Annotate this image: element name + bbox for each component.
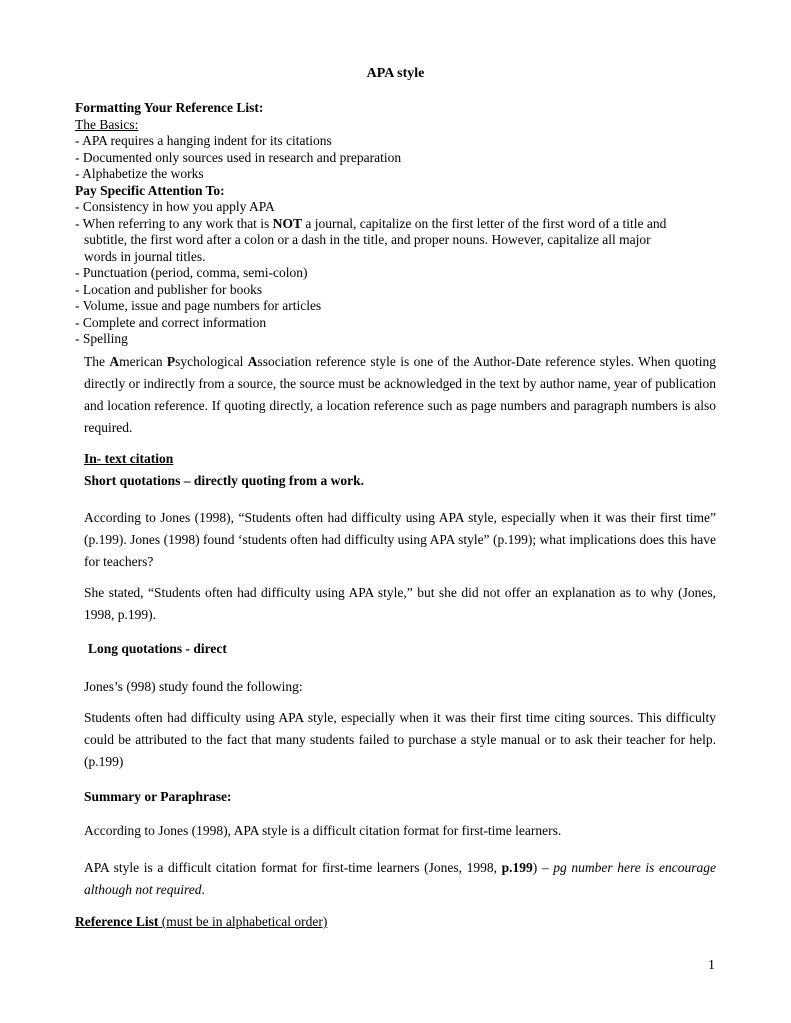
basics-item: - APA requires a hanging indent for its citations bbox=[75, 133, 332, 148]
short-quote-example-2: She stated, “Students often had difficulty using APA style,” but she did not offer an explanation as to why (Jones, 1998, p.199). bbox=[84, 585, 716, 622]
attention-item-continuation: words in journal titles. bbox=[84, 248, 206, 264]
attention-item: - Spelling bbox=[75, 331, 128, 346]
intro-paragraph: The American Psychological Association reference style is one of the Author-Date reference styles. When quoting directly or indirectly from a source, the source must be acknowledged in the text by author name, year of publication and location reference. If quoting directly, a location reference such as page numbers and paragraph numbers is also required. bbox=[84, 354, 716, 435]
attention-item: - Punctuation (period, comma, semi-colon) bbox=[75, 265, 308, 280]
reference-list-heading: Reference List (must be in alphabetical order) bbox=[75, 914, 328, 929]
attention-heading: Pay Specific Attention To: bbox=[75, 182, 225, 198]
attention-item: - Complete and correct information bbox=[75, 314, 267, 330]
page-title: APA style bbox=[366, 66, 425, 81]
intext-heading: In- text citation bbox=[84, 451, 174, 466]
intro-section bbox=[84, 351, 716, 439]
basics-item: - Alphabetize the works bbox=[75, 166, 204, 181]
short-quote-example-1: According to Jones (1998), “Students often had difficulty using APA style, especially when it was their first time” (p.199). Jones (1998) found ‘students often had difficulty using APA style” (p.199); what implications does this have for teachers? bbox=[84, 510, 716, 569]
page-number: 1 bbox=[708, 958, 715, 973]
long-quotations-block bbox=[84, 638, 720, 660]
attention-item-capitalization: - When referring to any work that is NOT a journal, capitalize on the first letter of the first word of a title and bbox=[75, 215, 667, 231]
summary-example-1: According to Jones (1998), APA style is a difficult citation format for first-time learners. bbox=[84, 823, 562, 838]
formatting-section bbox=[75, 100, 725, 348]
attention-item: - Location and publisher for books bbox=[75, 281, 263, 297]
attention-item: - Volume, issue and page numbers for articles bbox=[75, 298, 322, 313]
short-quotations-heading: Short quotations – directly quoting from a work. bbox=[84, 473, 365, 488]
attention-item: - Consistency in how you apply APA bbox=[75, 199, 275, 214]
basics-item: - Documented only sources used in research and preparation bbox=[75, 149, 402, 165]
summary-example-2: APA style is a difficult citation format for first-time learners (Jones, 1998, p.199) – pg number here is encourage although not required. bbox=[84, 860, 717, 897]
summary-heading-block bbox=[84, 786, 716, 808]
long-quotations-heading: Long quotations - direct bbox=[88, 641, 227, 656]
long-quote-intro: Jones’s (998) study found the following: bbox=[84, 679, 303, 694]
formatting-heading: Formatting Your Reference List: bbox=[75, 100, 264, 115]
long-quote-example: Students often had difficulty using APA style, especially when it was their first time citing sources. This difficulty could be attributed to the fact that many students failed to purchase a style manual or to ask their teacher for help. (p.199) bbox=[84, 710, 716, 769]
intext-heading-block bbox=[84, 448, 716, 492]
attention-item-continuation: subtitle, the first word after a colon or a dash in the title, and proper nouns. However, capitalize all major bbox=[84, 232, 651, 247]
summary-heading: Summary or Paraphrase: bbox=[84, 789, 232, 804]
basics-heading: The Basics: bbox=[75, 116, 139, 132]
